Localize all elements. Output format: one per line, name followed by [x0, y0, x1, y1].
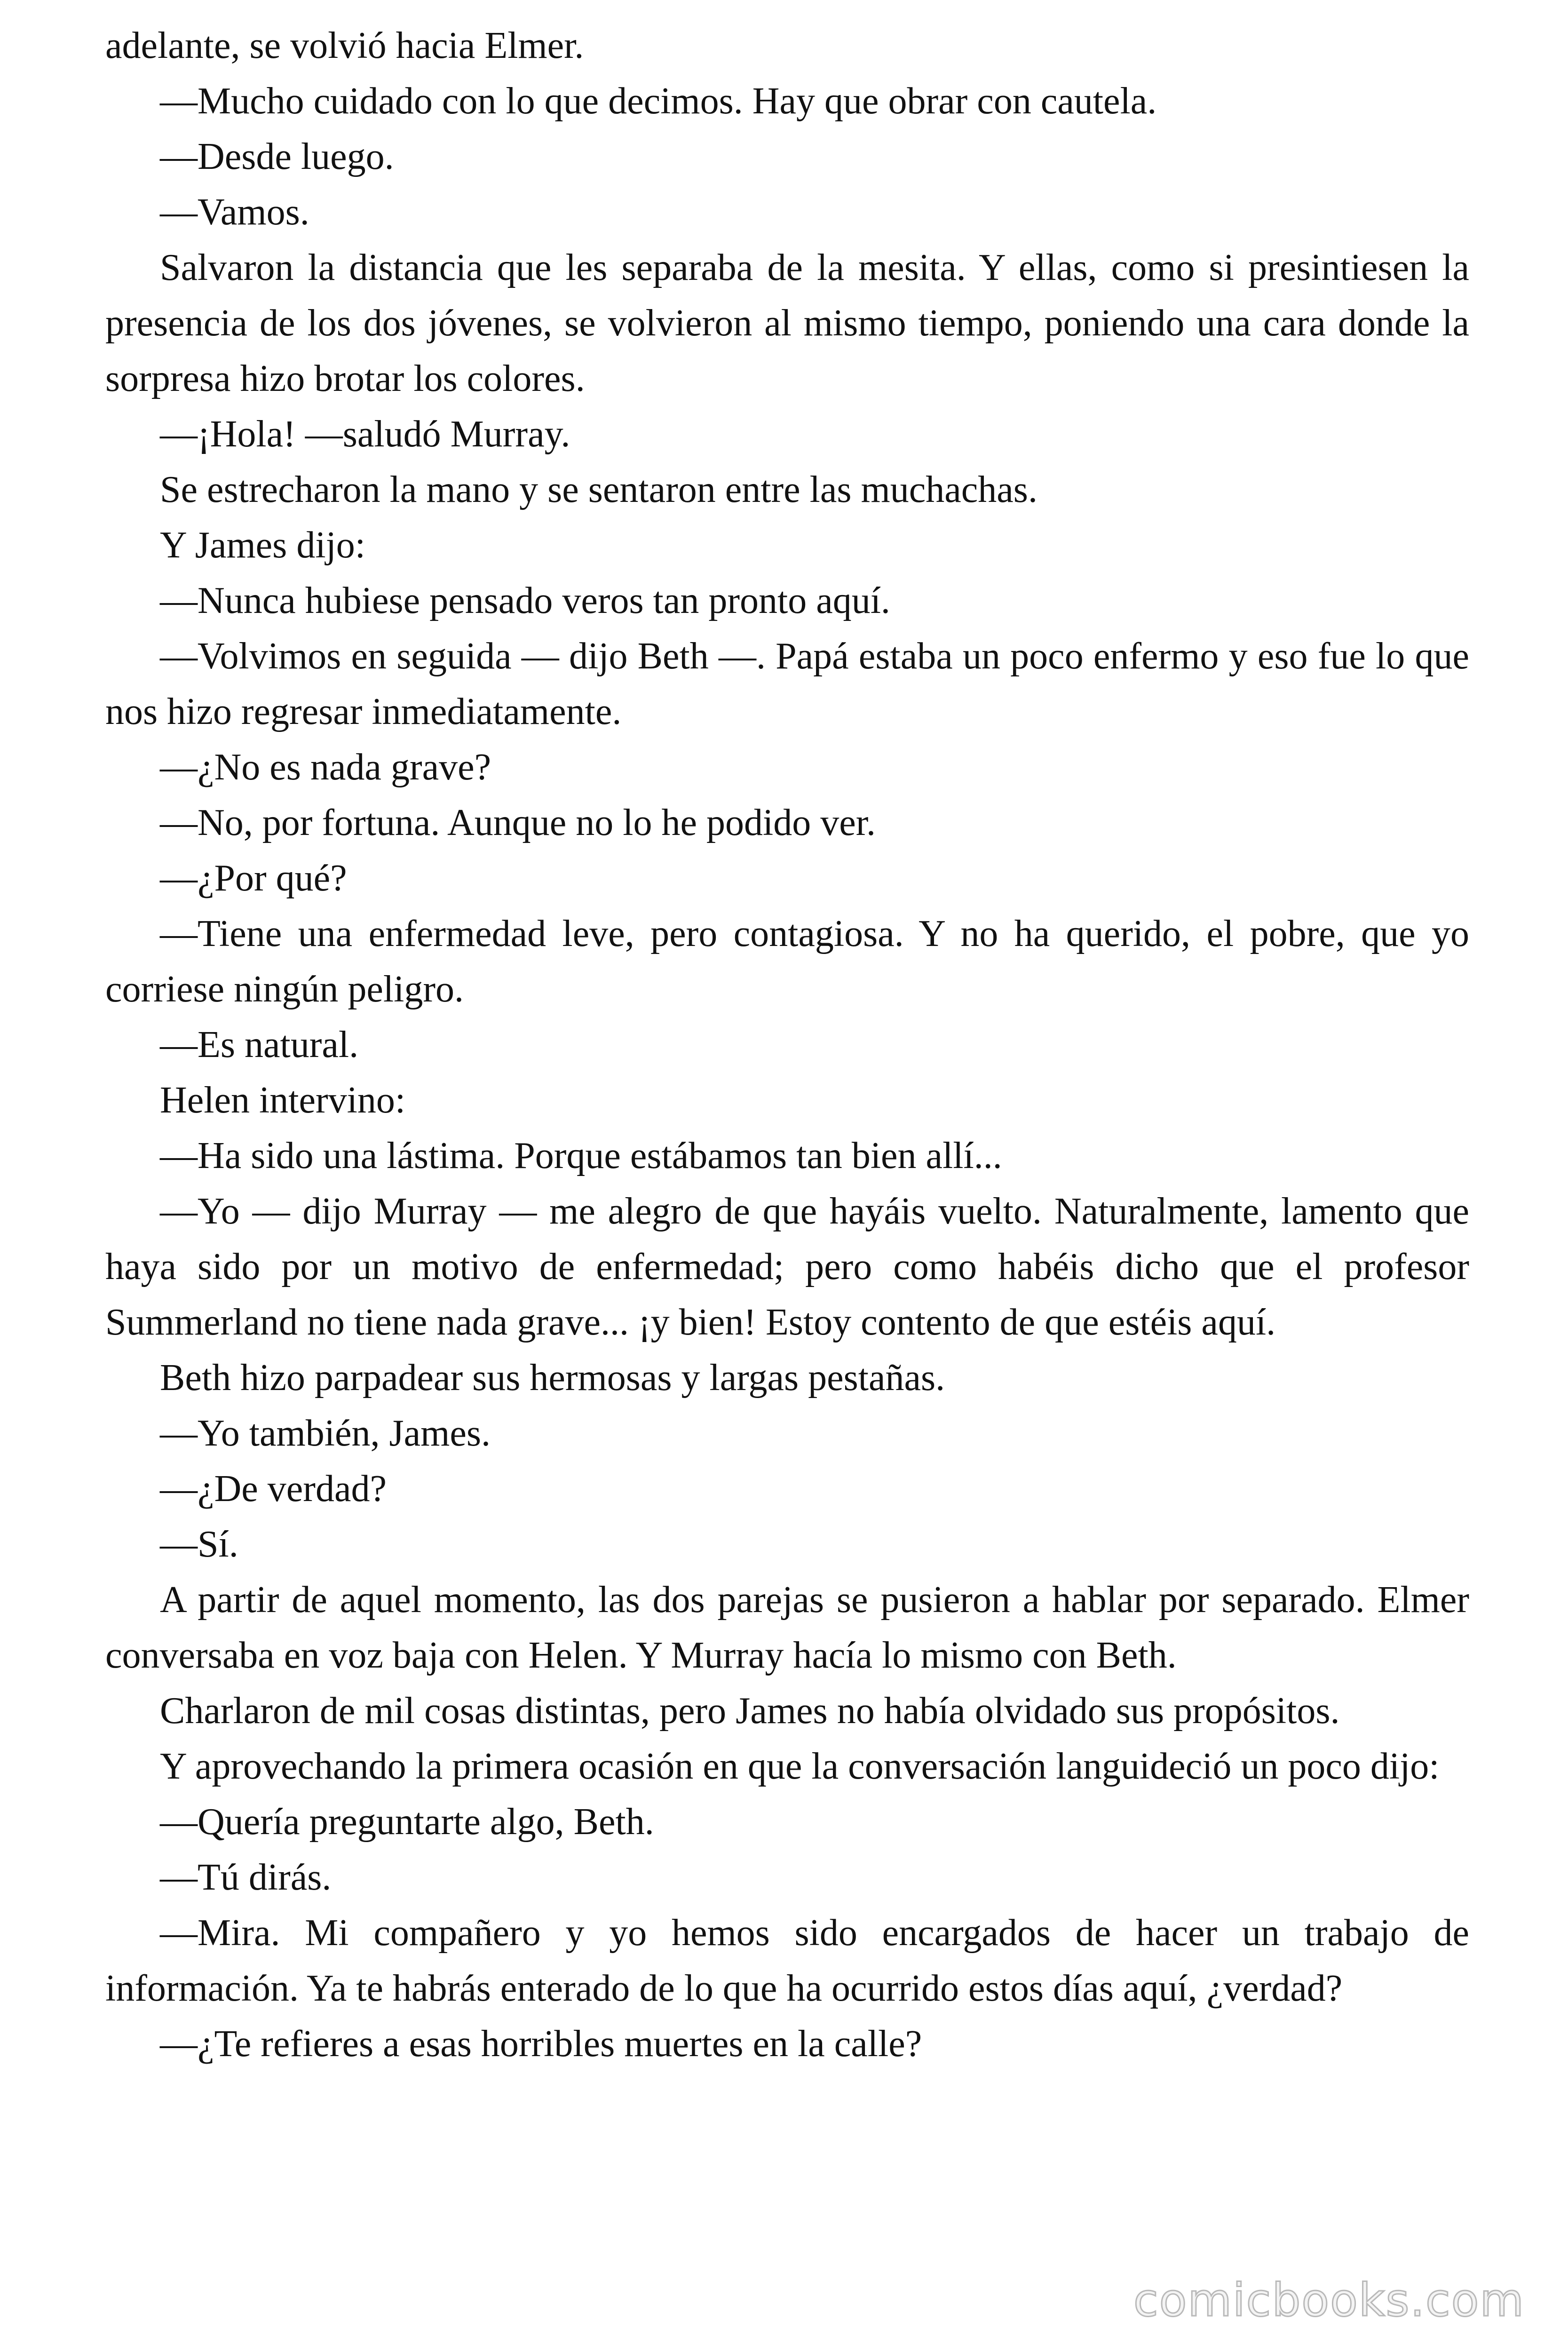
paragraph: —Sí.: [160, 1524, 238, 1565]
paragraph: —Es natural.: [160, 1024, 359, 1065]
paragraph: —¿Te refieres a esas horribles muertes en la calle?: [160, 2023, 922, 2065]
paragraph: —Tiene una enfermedad leve, pero contagiosa. Y no ha querido, el pobre, que yo corriese ningún peligro.: [105, 913, 1469, 1010]
paragraph: —Ha sido una lástima. Porque estábamos tan bien allí...: [160, 1135, 1002, 1176]
paragraph: —Volvimos en seguida — dijo Beth —. Papá estaba un poco enfermo y eso fue lo que nos hizo regresar inmediatamente.: [105, 636, 1469, 732]
paragraph: Se estrecharon la mano y se sentaron entre las muchachas.: [160, 469, 1037, 510]
paragraph: adelante, se volvió hacia Elmer.: [105, 25, 584, 66]
paragraph: Y James dijo:: [160, 524, 365, 566]
paragraph: —Yo también, James.: [160, 1413, 491, 1454]
paragraph: Helen intervino:: [160, 1080, 406, 1121]
watermark: comicbooks.com: [1133, 2274, 1525, 2327]
paragraph: —Vamos.: [160, 191, 309, 233]
paragraph: —Yo — dijo Murray — me alegro de que hayáis vuelto. Naturalmente, lamento que haya sido por un motivo de enfermedad; pero como habéis dicho que el profesor Summerland no tiene nada grave... ¡y bien! Estoy contento de que estéis aquí.: [105, 1191, 1469, 1343]
paragraph: —¡Hola! —saludó Murray.: [160, 413, 570, 455]
paragraph: —Nunca hubiese pensado veros tan pronto aquí.: [160, 580, 890, 621]
paragraph: —Mucho cuidado con lo que decimos. Hay que obrar con cautela.: [160, 80, 1157, 122]
paragraph: Y aprovechando la primera ocasión en que la conversación languideció un poco dijo:: [160, 1746, 1440, 1787]
paragraph: —¿Por qué?: [160, 858, 347, 899]
paragraph: Beth hizo parpadear sus hermosas y largas pestañas.: [160, 1357, 945, 1398]
paragraph: A partir de aquel momento, las dos parejas se pusieron a hablar por separado. Elmer conversaba en voz baja con Helen. Y Murray hacía lo mismo con Beth.: [105, 1579, 1469, 1676]
paragraph: Salvaron la distancia que les separaba de la mesita. Y ellas, como si presintiesen la presencia de los dos jóvenes, se volvieron al mismo tiempo, poniendo una cara donde la sorpresa hizo brotar los colores.: [105, 247, 1469, 399]
paragraph: —¿No es nada grave?: [160, 747, 491, 788]
book-page-text: [105, 18, 1469, 2072]
paragraph: —Desde luego.: [160, 136, 394, 177]
paragraph: —¿De verdad?: [160, 1468, 387, 1510]
paragraph: —Mira. Mi compañero y yo hemos sido encargados de hacer un trabajo de información. Ya te habrás enterado de lo que ha ocurrido estos días aquí, ¿verdad?: [105, 1912, 1469, 2009]
paragraph: —No, por fortuna. Aunque no lo he podido ver.: [160, 802, 876, 843]
paragraph: Charlaron de mil cosas distintas, pero James no había olvidado sus propósitos.: [160, 1690, 1340, 1732]
paragraph: —Tú dirás.: [160, 1857, 332, 1898]
paragraph: —Quería preguntarte algo, Beth.: [160, 1801, 654, 1843]
